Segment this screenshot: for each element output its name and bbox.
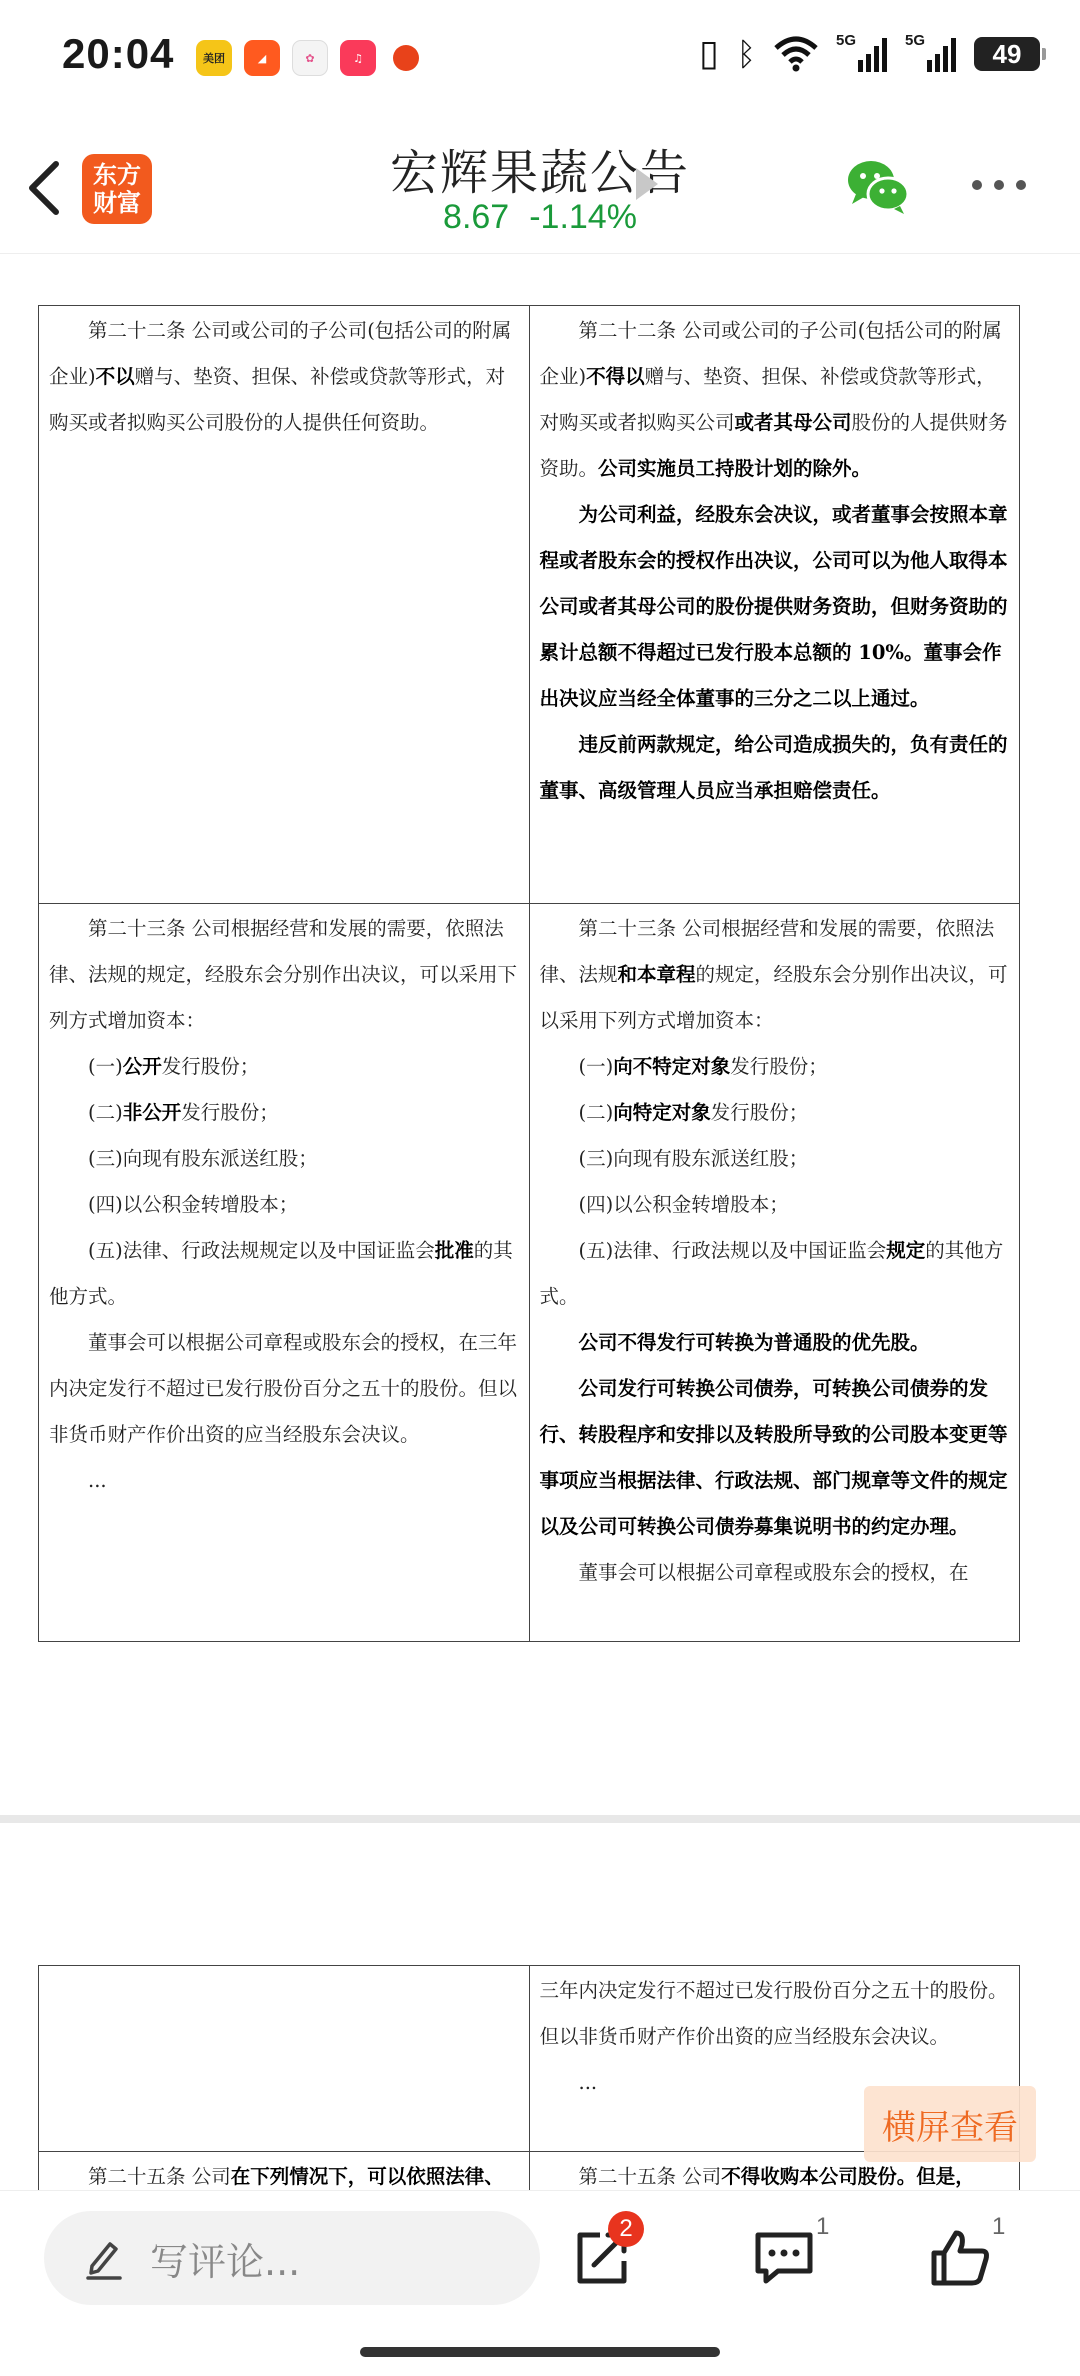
header [0, 120, 1080, 254]
announcement-document[interactable] [0, 255, 1080, 2190]
signal-2-icon: 5G [905, 36, 956, 72]
revised-clause-23-continued: 三年内决定发行不超过已发行股份百分之五十的股份。但以非货币财产作价出资的应当经股东会决议。 ... [529, 1966, 1020, 2152]
like-count: 1 [992, 2213, 1006, 2240]
original-cell-empty [39, 1966, 530, 2152]
comment-input[interactable] [44, 2211, 540, 2305]
more-menu-icon[interactable] [972, 180, 1026, 190]
stock-change: -1.14% [529, 198, 637, 236]
comment-placeholder: 写评论... [150, 2239, 301, 2284]
like-button[interactable] [928, 2213, 1008, 2299]
thumbs-up-icon [928, 2225, 992, 2289]
signal-1-icon: 5G [836, 36, 887, 72]
music-icon: ♫ [340, 40, 376, 76]
vibrate-icon: ▯ [698, 33, 719, 74]
table-row [39, 904, 1020, 1642]
comment-count: 1 [816, 2213, 830, 2240]
battery-icon: 49 [974, 37, 1040, 71]
app-orange-icon: ◢ [244, 40, 280, 76]
table-row [39, 306, 1020, 904]
share-badge: 2 [608, 2211, 644, 2247]
original-clause-23: 第二十三条 公司根据经营和发展的需要，依照法律、法规的规定，经股东会分别作出决议，可以采用下列方式增加资本： (一)公开发行股份； (二)非公开发行股份； (三)向现有股东派送红股； (四)以公积金转增股本； (五)法律、行政法规规定以及中国证监会批准的其他方式。 董事会可以根据公司章程或股东会的授权，在三年内决定发行不超过已发行股份百分之五十的股份。但以非货币财产作价出资的应当经股东会决议。 ... [39, 904, 530, 1642]
page-divider [0, 1815, 1080, 1823]
stock-quote [0, 198, 1080, 237]
comparison-table-page-1 [38, 305, 1020, 1642]
original-clause-22: 第二十二条 公司或公司的子公司(包括公司的附属企业)不以赠与、垫资、担保、补偿或贷款等形式，对购买或者拟购买公司股份的人提供任何资助。 [39, 306, 530, 904]
photos-icon: ✿ [292, 40, 328, 76]
bottom-action-bar [0, 2190, 1080, 2376]
status-indicators [698, 32, 1040, 74]
revised-clause-23: 第二十三条 公司根据经营和发展的需要，依照法律、法规和本章程的规定，经股东会分别作出决议，可以采用下列方式增加资本： (一)向不特定对象发行股份； (二)向特定对象发行股份； (三)向现有股东派送红股； (四)以公积金转增股本； (五)法律、行政法规以及中国证监会规定的其他方式。 公司不得发行可转换为普通股的优先股。 公司发行可转换公司债券，可转换公司债券的发行、转股程序和安排以及转股所导致的公司股本变更等事项应当根据法律、行政法规、部门规章等文件的规定以及公司可转换公司债券募集说明书的约定办理。 董事会可以根据公司章程或股东会的授权，在 [529, 904, 1020, 1642]
original-clause-25: 第二十五条 公司在下列情况下，可以依照法律、 [39, 2152, 530, 2191]
wifi-icon [774, 36, 818, 72]
comment-icon [752, 2225, 816, 2289]
status-time: 20:04 [62, 30, 175, 77]
landscape-view-button[interactable]: 横屏查看 [864, 2086, 1036, 2162]
revised-clause-22: 第二十二条 公司或公司的子公司(包括公司的附属企业)不得以赠与、垫资、担保、补偿或贷款等形式，对购买或者拟购买公司或者其母公司股份的人提供财务资助。公司实施员工持股计划的除外。 为公司利益，经股东会决议，或者董事会按照本章程或者股东会的授权作出决议，公司可以为他人取得本公司或者其母公司的股份提供财务资助，但财务资助的累计总额不得超过已发行股本总额的 10%。董事会作出决议应当经全体董事的三分之二以上通过。 违反前两款规定，给公司造成损失的，负有责任的董事、高级管理人员应当承担赔偿责任。 [529, 306, 1020, 904]
play-icon[interactable] [636, 168, 658, 200]
bluetooth-icon: ᛒ [736, 35, 756, 73]
meituan-icon: 美团 [196, 40, 232, 76]
app-logo[interactable]: 东方 财富 [82, 154, 152, 224]
pencil-icon [84, 2236, 124, 2280]
status-bar [0, 0, 1080, 120]
comments-button[interactable] [752, 2213, 832, 2299]
page-title: 宏辉果蔬公告 [389, 145, 690, 201]
notification-icons [196, 40, 424, 76]
wechat-share-icon[interactable] [846, 158, 910, 216]
app-red-icon [388, 40, 424, 76]
share-button[interactable] [570, 2215, 650, 2299]
revised-clause-25: 第二十五条 公司不得收购本公司股份。但是， [529, 2152, 1020, 2191]
home-indicator[interactable] [360, 2347, 720, 2357]
stock-price: 8.67 [443, 198, 510, 236]
